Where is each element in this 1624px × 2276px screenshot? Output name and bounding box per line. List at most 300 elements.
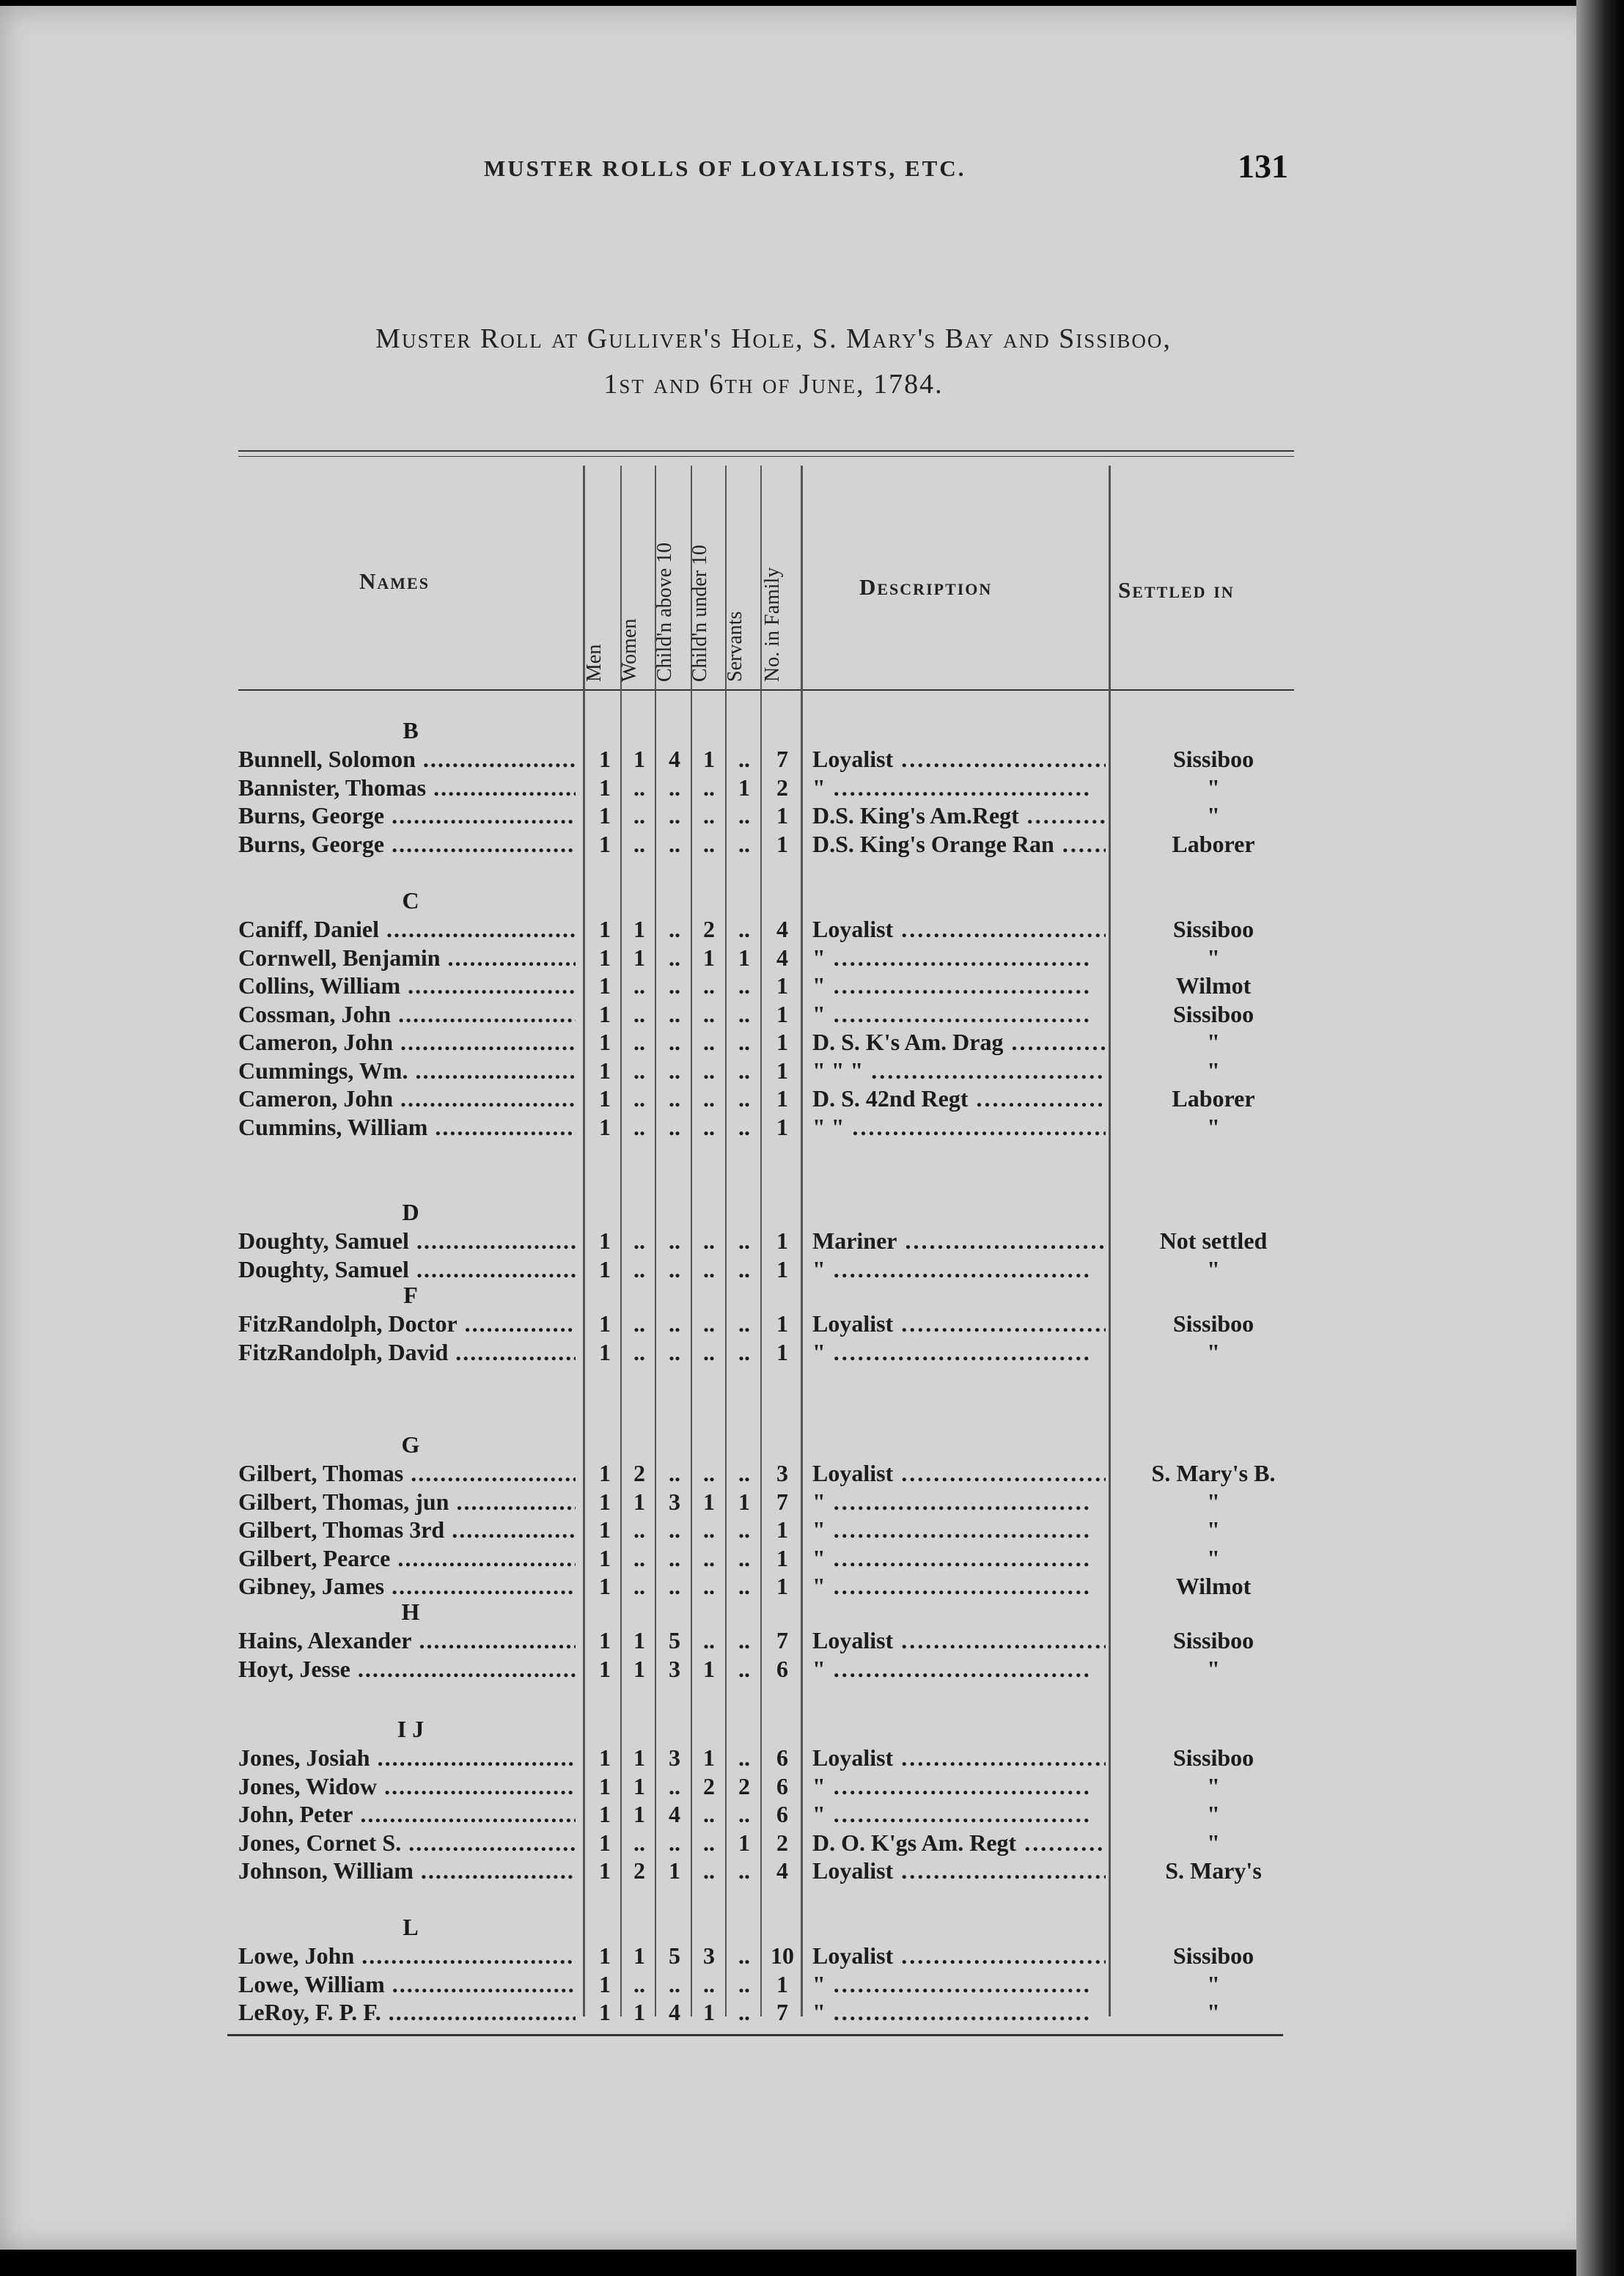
entry-women: .. — [633, 1113, 645, 1140]
entry-servants: .. — [738, 1000, 750, 1027]
entry-settled-in: " — [1207, 774, 1220, 801]
entry-family-count: 4 — [776, 916, 788, 942]
entry-women: .. — [633, 1255, 645, 1282]
entry-children-under: 1 — [703, 944, 715, 971]
entry-women: 1 — [633, 1627, 645, 1653]
entry-men: 1 — [599, 746, 611, 772]
entry-description: D.S. King's Am.Regt ..... — [812, 801, 1106, 829]
entry-women: .. — [633, 802, 645, 829]
table-row — [0, 1338, 1624, 1366]
entry-servants: 1 — [738, 944, 750, 971]
entry-settled-in: Sissiboo — [1172, 916, 1254, 942]
entry-servants: .. — [738, 1744, 750, 1771]
entry-children-above: .. — [669, 1000, 680, 1027]
header-servants: Servants — [724, 611, 746, 682]
entry-children-above: .. — [669, 774, 680, 801]
table-top-rule-2 — [238, 456, 1294, 457]
entry-name: Cornwell, Benjamin ..... — [238, 944, 576, 972]
entry-servants: .. — [738, 1516, 750, 1543]
entry-children-above: .. — [669, 830, 680, 857]
entry-children-under: 2 — [703, 916, 715, 942]
entry-children-above: .. — [669, 1057, 680, 1084]
entry-children-under: 1 — [703, 1655, 715, 1682]
entry-description: " ..... — [812, 1338, 1106, 1366]
entry-settled-in: " — [1207, 944, 1220, 971]
entry-description: " ..... — [812, 1000, 1106, 1028]
entry-description: Mariner ..... — [812, 1227, 1106, 1255]
entry-description: " ..... — [812, 1572, 1106, 1600]
entry-men: 1 — [599, 1029, 611, 1055]
entry-servants: .. — [738, 1029, 750, 1055]
entry-settled-in: " — [1207, 1113, 1220, 1140]
entry-children-under: .. — [703, 1310, 715, 1337]
entry-children-under: .. — [703, 1029, 715, 1055]
entry-women: 1 — [633, 944, 645, 971]
header-children-under: Child'n under 10 — [688, 544, 711, 682]
entry-children-above: 1 — [669, 1857, 680, 1884]
entry-women: .. — [633, 1000, 645, 1027]
entry-name: Collins, William ..... — [238, 972, 576, 999]
entry-children-under: .. — [703, 1573, 715, 1599]
table-top-rule — [238, 450, 1294, 452]
entry-men: 1 — [599, 1655, 611, 1682]
entry-children-above: .. — [669, 1227, 680, 1254]
entry-settled-in: " — [1207, 1801, 1220, 1827]
entry-settled-in: " — [1207, 1488, 1220, 1515]
entry-children-under: .. — [703, 1829, 715, 1856]
entry-children-under: .. — [703, 1970, 715, 1997]
entry-family-count: 1 — [776, 1029, 788, 1055]
entry-family-count: 6 — [776, 1744, 788, 1771]
entry-family-count: 10 — [771, 1942, 794, 1969]
table-row — [0, 774, 1624, 801]
entry-women: 1 — [633, 1772, 645, 1799]
entry-name: Bunnell, Solomon ..... — [238, 745, 576, 773]
entry-family-count: 1 — [776, 1516, 788, 1543]
entry-children-above: .. — [669, 1113, 680, 1140]
entry-servants: .. — [738, 1999, 750, 2025]
entry-family-count: 2 — [776, 774, 788, 801]
table-row — [0, 1857, 1624, 1884]
entry-children-under: 1 — [703, 1999, 715, 2025]
entry-children-under: 1 — [703, 1744, 715, 1771]
entry-description: " ..... — [812, 944, 1106, 972]
table-row — [0, 1970, 1624, 1998]
entry-family-count: 1 — [776, 1085, 788, 1112]
table-row — [0, 1488, 1624, 1516]
running-head: MUSTER ROLLS OF LOYALISTS, ETC. — [484, 155, 966, 181]
section-letter: G — [401, 1431, 420, 1458]
muster-roll-title: Muster Roll at Gulliver's Hole, S. Mary's Bay and Sissiboo, — [375, 323, 1172, 354]
entry-children-under: .. — [703, 1338, 715, 1365]
entry-name: LeRoy, F. P. F. ..... — [238, 1998, 576, 2026]
table-row — [0, 1998, 1624, 2026]
entry-women: .. — [633, 1227, 645, 1254]
entry-men: 1 — [599, 1772, 611, 1799]
entry-servants: .. — [738, 1113, 750, 1140]
entry-men: 1 — [599, 1227, 611, 1254]
entry-name: Gilbert, Thomas, jun ..... — [238, 1488, 576, 1516]
table-bottom-rule — [227, 2034, 1283, 2036]
entry-servants: 1 — [738, 774, 750, 801]
entry-women: .. — [633, 1573, 645, 1599]
entry-name: Jones, Cornet S. ..... — [238, 1829, 576, 1857]
entry-servants: .. — [738, 1970, 750, 1997]
entry-description: D. S. K's Am. Drag ..... — [812, 1028, 1106, 1056]
entry-children-above: 4 — [669, 1801, 680, 1827]
entry-women: 2 — [633, 1460, 645, 1486]
entry-children-under: .. — [703, 802, 715, 829]
table-row — [0, 1544, 1624, 1572]
entry-men: 1 — [599, 1000, 611, 1027]
entry-settled-in: " — [1207, 1655, 1220, 1682]
entry-men: 1 — [599, 1573, 611, 1599]
entry-description: Loyalist ..... — [812, 1626, 1106, 1654]
entry-family-count: 1 — [776, 972, 788, 999]
entry-children-above: .. — [669, 1460, 680, 1486]
entry-men: 1 — [599, 1999, 611, 2025]
entry-servants: .. — [738, 1573, 750, 1599]
table-row — [0, 1000, 1624, 1028]
entry-servants: .. — [738, 802, 750, 829]
table-row — [0, 972, 1624, 999]
entry-women: 2 — [633, 1857, 645, 1884]
entry-servants: .. — [738, 916, 750, 942]
entry-children-under: 2 — [703, 1772, 715, 1799]
entry-description: D.S. King's Orange Ran ..... — [812, 830, 1106, 858]
header-women: Women — [618, 618, 641, 682]
entry-women: 1 — [633, 746, 645, 772]
header-men: Men — [583, 644, 606, 682]
entry-settled-in: Sissiboo — [1172, 1744, 1254, 1771]
entry-men: 1 — [599, 774, 611, 801]
entry-servants: 2 — [738, 1772, 750, 1799]
entry-settled-in: " — [1207, 802, 1220, 829]
entry-men: 1 — [599, 830, 611, 857]
entry-name: Bannister, Thomas ..... — [238, 774, 576, 801]
entry-children-above: .. — [669, 1544, 680, 1571]
entry-children-above: 5 — [669, 1627, 680, 1653]
table-row — [0, 1572, 1624, 1600]
entry-name: Cossman, John ..... — [238, 1000, 576, 1028]
entry-men: 1 — [599, 1970, 611, 1997]
entry-family-count: 1 — [776, 1000, 788, 1027]
entry-name: FitzRandolph, David ..... — [238, 1338, 576, 1366]
section-letter: C — [402, 887, 419, 914]
entry-description: " " " ..... — [812, 1057, 1106, 1084]
entry-description: Loyalist ..... — [812, 1744, 1106, 1772]
entry-men: 1 — [599, 1627, 611, 1653]
entry-men: 1 — [599, 1801, 611, 1827]
entry-family-count: 1 — [776, 1057, 788, 1084]
entry-servants: .. — [738, 1085, 750, 1112]
entry-women: .. — [633, 972, 645, 999]
entry-name: Doughty, Samuel ..... — [238, 1227, 576, 1255]
entry-men: 1 — [599, 1544, 611, 1571]
section-letter: B — [403, 717, 419, 744]
entry-name: Caniff, Daniel ..... — [238, 915, 576, 943]
entry-children-under: .. — [703, 1057, 715, 1084]
entry-settled-in: Sissiboo — [1172, 1627, 1254, 1653]
table-row — [0, 1626, 1624, 1654]
entry-women: .. — [633, 830, 645, 857]
entry-men: 1 — [599, 1255, 611, 1282]
entry-servants: .. — [738, 746, 750, 772]
header-family: No. in Family — [761, 567, 784, 682]
table-row — [0, 1310, 1624, 1337]
entry-children-under: .. — [703, 1516, 715, 1543]
entry-settled-in: Wilmot — [1175, 1573, 1252, 1599]
entry-women: .. — [633, 1338, 645, 1365]
entry-servants: .. — [738, 1627, 750, 1653]
entry-children-above: .. — [669, 802, 680, 829]
entry-settled-in: " — [1207, 1057, 1220, 1084]
section-letter: H — [401, 1598, 420, 1625]
header-names: Names — [359, 568, 430, 594]
entry-men: 1 — [599, 1338, 611, 1365]
entry-name: Cameron, John ..... — [238, 1028, 576, 1056]
entry-family-count: 1 — [776, 1338, 788, 1365]
entry-description: Loyalist ..... — [812, 745, 1106, 773]
entry-name: Cummins, William ..... — [238, 1113, 576, 1141]
entry-settled-in: " — [1207, 1029, 1220, 1055]
entry-children-above: .. — [669, 944, 680, 971]
entry-settled-in: Sissiboo — [1172, 1942, 1254, 1969]
entry-description: D. O. K'gs Am. Regt ..... — [812, 1829, 1106, 1857]
entry-family-count: 1 — [776, 1573, 788, 1599]
table-row — [0, 801, 1624, 829]
entry-name: Hains, Alexander ..... — [238, 1626, 576, 1654]
entry-name: Cummings, Wm. ..... — [238, 1057, 576, 1084]
table-row — [0, 1255, 1624, 1283]
entry-children-under: .. — [703, 774, 715, 801]
entry-settled-in: Wilmot — [1175, 972, 1252, 999]
table-row — [0, 944, 1624, 972]
entry-children-under: .. — [703, 830, 715, 857]
entry-settled-in: S. Mary's B. — [1151, 1460, 1276, 1486]
entry-men: 1 — [599, 1460, 611, 1486]
entry-description: Loyalist ..... — [812, 1857, 1106, 1884]
entry-settled-in: " — [1207, 1970, 1220, 1997]
entry-settled-in: " — [1207, 1338, 1220, 1365]
entry-women: .. — [633, 1516, 645, 1543]
entry-family-count: 1 — [776, 830, 788, 857]
entry-women: .. — [633, 1544, 645, 1571]
entry-women: .. — [633, 1057, 645, 1084]
entry-children-under: .. — [703, 972, 715, 999]
entry-children-above: .. — [669, 1310, 680, 1337]
table-row — [0, 745, 1624, 773]
entry-servants: .. — [738, 830, 750, 857]
entry-children-above: 4 — [669, 1999, 680, 2025]
entry-women: .. — [633, 1085, 645, 1112]
entry-settled-in: Sissiboo — [1172, 1310, 1254, 1337]
entry-settled-in: " — [1207, 1255, 1220, 1282]
entry-women: 1 — [633, 1655, 645, 1682]
entry-name: Jones, Widow ..... — [238, 1772, 576, 1800]
entry-description: " ..... — [812, 1998, 1106, 2026]
entry-description: " ..... — [812, 1655, 1106, 1683]
header-description: Description — [859, 574, 993, 600]
entry-men: 1 — [599, 1942, 611, 1969]
entry-women: 1 — [633, 1801, 645, 1827]
entry-servants: .. — [738, 1255, 750, 1282]
entry-servants: 1 — [738, 1829, 750, 1856]
entry-servants: 1 — [738, 1488, 750, 1515]
entry-family-count: 1 — [776, 1544, 788, 1571]
entry-description: " ..... — [812, 1970, 1106, 1998]
entry-men: 1 — [599, 916, 611, 942]
entry-description: " ..... — [812, 1772, 1106, 1800]
table-row — [0, 1084, 1624, 1112]
entry-servants: .. — [738, 972, 750, 999]
entry-women: 1 — [633, 1999, 645, 2025]
table-row — [0, 1227, 1624, 1255]
entry-children-above: .. — [669, 1516, 680, 1543]
entry-settled-in: " — [1207, 1999, 1220, 2025]
entry-children-above: .. — [669, 1085, 680, 1112]
entry-family-count: 2 — [776, 1829, 788, 1856]
entry-men: 1 — [599, 1113, 611, 1140]
entry-description: " ..... — [812, 1255, 1106, 1283]
entry-servants: .. — [738, 1338, 750, 1365]
entry-name: Lowe, William ..... — [238, 1970, 576, 1998]
entry-children-above: 3 — [669, 1744, 680, 1771]
entry-women: .. — [633, 1310, 645, 1337]
entry-men: 1 — [599, 1744, 611, 1771]
entry-children-above: .. — [669, 1970, 680, 1997]
muster-roll-date: 1st and 6th of June, 1784. — [603, 369, 944, 400]
entry-name: Gibney, James ..... — [238, 1572, 576, 1600]
entry-family-count: 1 — [776, 1970, 788, 1997]
entry-family-count: 7 — [776, 746, 788, 772]
entry-description: Loyalist ..... — [812, 915, 1106, 943]
entry-children-under: .. — [703, 1113, 715, 1140]
entry-men: 1 — [599, 1516, 611, 1543]
entry-family-count: 3 — [776, 1460, 788, 1486]
entry-women: 1 — [633, 1942, 645, 1969]
entry-name: John, Peter ..... — [238, 1800, 576, 1828]
section-letter: I J — [397, 1716, 425, 1742]
entry-servants: .. — [738, 1655, 750, 1682]
entry-men: 1 — [599, 972, 611, 999]
entry-children-above: .. — [669, 972, 680, 999]
entry-children-above: .. — [669, 1029, 680, 1055]
entry-description: Loyalist ..... — [812, 1942, 1106, 1970]
entry-name: Burns, George ..... — [238, 830, 576, 858]
entry-name: Cameron, John ..... — [238, 1084, 576, 1112]
entry-children-above: .. — [669, 916, 680, 942]
entry-description: " ..... — [812, 1516, 1106, 1543]
entry-children-above: 5 — [669, 1942, 680, 1969]
entry-settled-in: Sissiboo — [1172, 746, 1254, 772]
entry-men: 1 — [599, 944, 611, 971]
entry-description: " ..... — [812, 1800, 1106, 1828]
header-children-above: Child'n above 10 — [653, 542, 676, 682]
entry-name: Gilbert, Pearce ..... — [238, 1544, 576, 1572]
entry-women: .. — [633, 1029, 645, 1055]
entry-servants: .. — [738, 1460, 750, 1486]
table-row — [0, 1942, 1624, 1970]
entry-children-above: .. — [669, 1573, 680, 1599]
table-row — [0, 1459, 1624, 1487]
entry-family-count: 6 — [776, 1772, 788, 1799]
entry-servants: .. — [738, 1801, 750, 1827]
entry-name: Gilbert, Thomas ..... — [238, 1459, 576, 1487]
entry-name: Hoyt, Jesse ..... — [238, 1655, 576, 1683]
header-bottom-rule — [238, 689, 1294, 691]
table-row — [0, 1028, 1624, 1056]
entry-settled-in: Laborer — [1172, 1085, 1255, 1112]
section-letter: L — [403, 1914, 419, 1940]
entry-family-count: 1 — [776, 1310, 788, 1337]
entry-children-under: .. — [703, 1857, 715, 1884]
entry-settled-in: Sissiboo — [1172, 1000, 1254, 1027]
entry-children-under: .. — [703, 1460, 715, 1486]
entry-children-under: 1 — [703, 1488, 715, 1515]
entry-family-count: 1 — [776, 1113, 788, 1140]
entry-children-above: .. — [669, 1829, 680, 1856]
table-row — [0, 1744, 1624, 1772]
table-row — [0, 915, 1624, 943]
entry-men: 1 — [599, 1057, 611, 1084]
entry-settled-in: " — [1207, 1544, 1220, 1571]
entry-family-count: 6 — [776, 1655, 788, 1682]
entry-settled-in: " — [1207, 1772, 1220, 1799]
entry-women: 1 — [633, 1744, 645, 1771]
entry-description: " ..... — [812, 1544, 1106, 1572]
entry-name: Gilbert, Thomas 3rd ..... — [238, 1516, 576, 1543]
entry-servants: .. — [738, 1857, 750, 1884]
entry-women: .. — [633, 1970, 645, 1997]
entry-children-above: .. — [669, 1338, 680, 1365]
entry-children-under: .. — [703, 1544, 715, 1571]
entry-family-count: 7 — [776, 1488, 788, 1515]
section-letter: D — [402, 1199, 419, 1225]
page-number: 131 — [1238, 147, 1288, 185]
table-row — [0, 1057, 1624, 1084]
entry-family-count: 1 — [776, 1255, 788, 1282]
entry-description: Loyalist ..... — [812, 1310, 1106, 1337]
table-row — [0, 830, 1624, 858]
entry-children-under: .. — [703, 1801, 715, 1827]
entry-children-under: .. — [703, 1255, 715, 1282]
entry-children-under: .. — [703, 1627, 715, 1653]
entry-name: Jones, Josiah ..... — [238, 1744, 576, 1772]
table-row — [0, 1655, 1624, 1683]
entry-servants: .. — [738, 1057, 750, 1084]
entry-women: 1 — [633, 916, 645, 942]
entry-children-above: 4 — [669, 746, 680, 772]
entry-children-above: 3 — [669, 1655, 680, 1682]
entry-women: .. — [633, 774, 645, 801]
entry-family-count: 6 — [776, 1801, 788, 1827]
entry-men: 1 — [599, 802, 611, 829]
entry-name: Johnson, William ..... — [238, 1857, 576, 1884]
entry-servants: .. — [738, 1227, 750, 1254]
entry-men: 1 — [599, 1829, 611, 1856]
entry-children-under: .. — [703, 1227, 715, 1254]
table-row — [0, 1772, 1624, 1800]
entry-women: .. — [633, 1829, 645, 1856]
entry-men: 1 — [599, 1857, 611, 1884]
entry-family-count: 7 — [776, 1627, 788, 1653]
entry-name: Lowe, John ..... — [238, 1942, 576, 1970]
entry-children-under: 1 — [703, 746, 715, 772]
entry-description: D. S. 42nd Regt ..... — [812, 1084, 1106, 1112]
entry-family-count: 1 — [776, 1227, 788, 1254]
table-row — [0, 1800, 1624, 1828]
